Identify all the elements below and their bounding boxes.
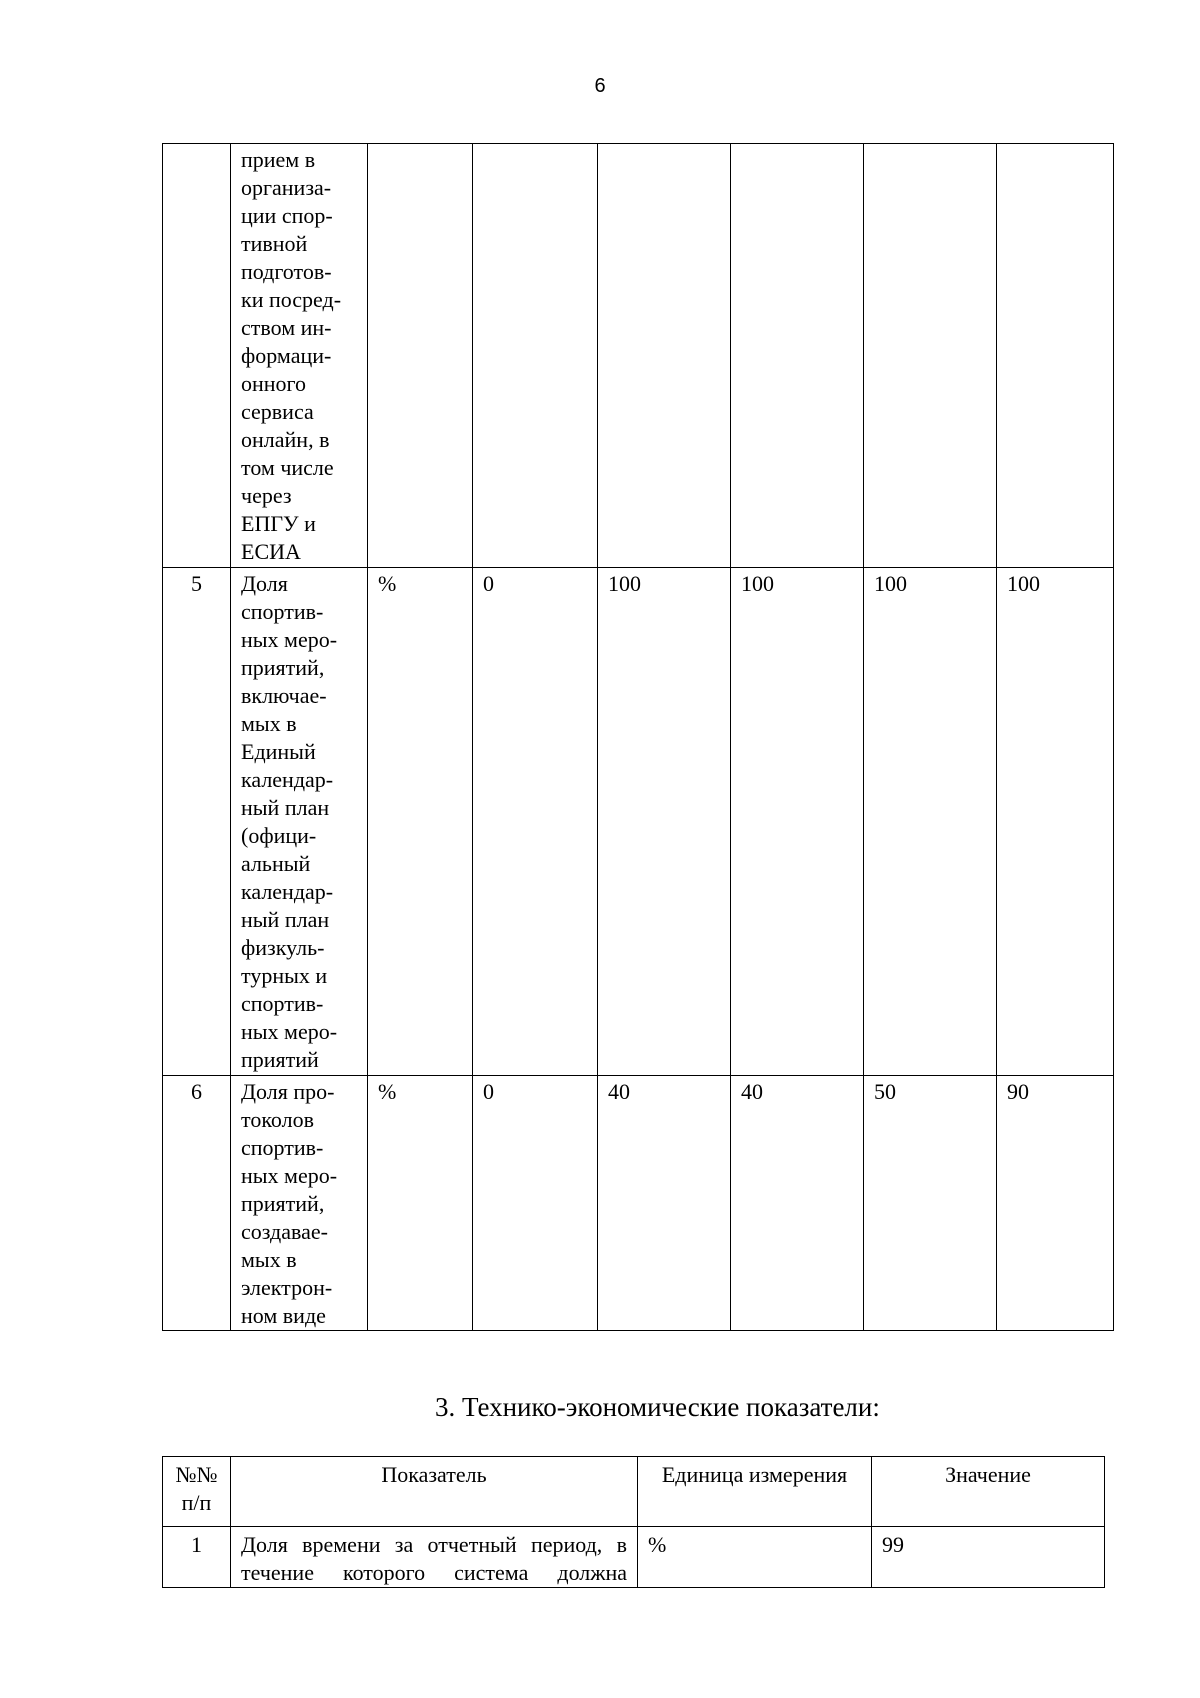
header-indicator-cell: Показатель	[231, 1457, 638, 1527]
indicator-line: подготов-	[241, 259, 332, 284]
unit-cell	[368, 144, 473, 568]
indicator-line: Доля	[241, 571, 288, 596]
indicator-line: ном виде	[241, 1303, 326, 1328]
value-cell: 100	[997, 568, 1114, 1076]
indicator-line: ных меро-	[241, 1019, 338, 1044]
unit-cell: %	[368, 568, 473, 1076]
indicator-line: Доля про-	[241, 1079, 335, 1104]
indicator-line: приятий	[241, 1047, 319, 1072]
value-cell	[864, 144, 997, 568]
indicator-line: онного	[241, 371, 307, 396]
header-number-line: п/п	[181, 1490, 212, 1515]
header-value-cell: Значение	[872, 1457, 1105, 1527]
indicator-line: альный	[241, 851, 311, 876]
value-cell: 0	[473, 1076, 598, 1331]
indicator-line: ством ин-	[241, 315, 332, 340]
indicator-line: физкуль-	[241, 935, 325, 960]
indicator-line: календар-	[241, 767, 334, 792]
indicator-name-cell	[231, 144, 368, 568]
value-cell: 40	[598, 1076, 731, 1331]
value-cell: 100	[731, 568, 864, 1076]
indicators-table	[162, 143, 1114, 1331]
technical-economic-table	[162, 1456, 1105, 1588]
value-cell: 100	[864, 568, 997, 1076]
indicator-line: спортив-	[241, 1135, 324, 1160]
table-row	[163, 1076, 1114, 1331]
row-number-cell: 6	[163, 1076, 231, 1331]
indicator-line: спортив-	[241, 599, 324, 624]
indicator-name-cell	[231, 1527, 638, 1588]
indicator-line: прием в	[241, 147, 316, 172]
indicator-line: ЕПГУ и	[241, 511, 316, 536]
value-cell: 99	[872, 1527, 1105, 1588]
table-row	[163, 144, 1114, 568]
indicator-name-cell	[231, 568, 368, 1076]
table-row	[163, 1527, 1105, 1588]
indicator-line: создавае-	[241, 1219, 328, 1244]
indicator-line: турных и	[241, 963, 328, 988]
table-header-row	[163, 1457, 1105, 1527]
unit-cell: %	[638, 1527, 872, 1588]
value-cell	[598, 144, 731, 568]
table-row	[163, 568, 1114, 1076]
unit-cell: %	[368, 1076, 473, 1331]
indicator-line: токолов	[241, 1107, 314, 1132]
indicator-line: тивной	[241, 231, 308, 256]
indicator-line: ных меро-	[241, 627, 338, 652]
indicator-line: ки посред-	[241, 287, 342, 312]
indicator-line: ных меро-	[241, 1163, 338, 1188]
indicator-line: приятий,	[241, 1191, 325, 1216]
indicator-line: мых в	[241, 1247, 297, 1272]
indicator-line: Единый	[241, 739, 316, 764]
value-cell	[997, 144, 1114, 568]
row-number-cell: 5	[163, 568, 231, 1076]
value-cell: 90	[997, 1076, 1114, 1331]
section-title: 3. Технико-экономические показатели:	[435, 1392, 880, 1422]
indicator-line: том числе	[241, 455, 334, 480]
indicator-line: онлайн, в	[241, 427, 330, 452]
value-cell	[731, 144, 864, 568]
header-number-line: №№	[175, 1462, 218, 1487]
indicator-line: электрон-	[241, 1275, 333, 1300]
value-cell	[473, 144, 598, 568]
indicator-line: ный план	[241, 907, 330, 932]
value-cell: 0	[473, 568, 598, 1076]
indicator-line: ции спор-	[241, 203, 333, 228]
value-cell: 50	[864, 1076, 997, 1331]
indicator-line: Доля времени за отчетный период, в	[241, 1532, 627, 1557]
indicator-line: спортив-	[241, 991, 324, 1016]
value-cell: 40	[731, 1076, 864, 1331]
page-number: 6	[594, 75, 606, 97]
indicator-line: формаци-	[241, 343, 332, 368]
row-number-cell: 1	[163, 1527, 231, 1588]
indicator-line: мых в	[241, 711, 297, 736]
indicator-line: сервиса	[241, 399, 314, 424]
indicator-line: календар-	[241, 879, 334, 904]
indicator-line: включае-	[241, 683, 327, 708]
indicator-line: через	[241, 483, 292, 508]
indicator-line: (офици-	[241, 823, 317, 848]
indicator-line: ный план	[241, 795, 330, 820]
header-number-cell	[163, 1457, 231, 1527]
indicator-line: течение которого система должна	[241, 1560, 627, 1585]
indicator-line: ЕСИА	[241, 539, 301, 564]
indicator-line: приятий,	[241, 655, 325, 680]
row-number-cell	[163, 144, 231, 568]
value-cell: 100	[598, 568, 731, 1076]
indicator-line: организа-	[241, 175, 332, 200]
header-unit-cell: Единица измерения	[638, 1457, 872, 1527]
indicator-name-cell	[231, 1076, 368, 1331]
